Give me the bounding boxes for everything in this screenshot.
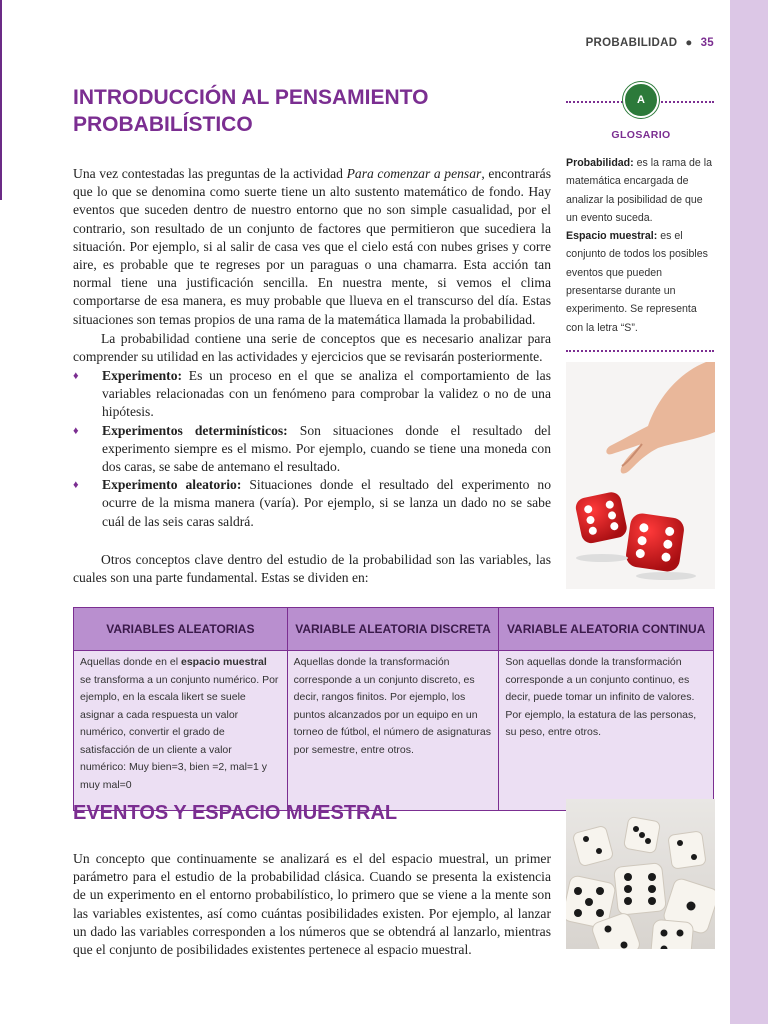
page-number: 35 <box>700 37 714 49</box>
hand-dice-illustration <box>566 362 715 589</box>
list-item <box>73 367 551 422</box>
variables-table <box>73 607 714 811</box>
cell-bold-term: espacio muestral <box>181 656 267 668</box>
activity-name: Para comenzar a pensar <box>346 166 482 181</box>
table-cell <box>74 651 288 811</box>
glossary-bottom-divider <box>566 350 714 352</box>
glossary-title: GLOSARIO <box>611 129 671 141</box>
table-cell: Son aquellas donde la transformación corresponde a un conjunto continuo, es decir, puede tomar un infinito de valores. Por ejemplo, la estatura de las personas, su peso, entre otros. <box>499 651 714 811</box>
glossary-term: Espacio muestral: <box>566 230 658 243</box>
section-title: EVENTOS Y ESPACIO MUESTRAL <box>73 802 398 824</box>
page-title: INTRODUCCIÓN AL PENSAMIENTO PROBABILÍSTICO <box>73 86 429 136</box>
bullet-text: Son situaciones donde el resultado del experimento siempre es el mismo. Por ejemplo, cuando se tiene una moneda con dos caras, se sabe de antemano el resultado. <box>102 422 551 475</box>
separator-dot: ● <box>685 37 693 49</box>
glossary-definition: es la rama de la matemática encargada de analizar la posibilidad de que un evento suceda. <box>566 157 713 224</box>
list-item <box>73 476 551 531</box>
table-header-row <box>74 608 714 651</box>
table-header-cell: VARIABLES ALEATORIAS <box>74 608 288 651</box>
section-name: PROBABILIDAD <box>585 37 678 49</box>
glossary-term: Probabilidad: <box>566 157 634 169</box>
sample-space-paragraph: Un concepto que continuamente se analizará es el del espacio muestral, un primer parámetro para el estudio de la probabilidad clásica. Cuando se presenta la existencia de un experimento en el entorno probabilístico, lo primero que se viene a la mente son las variables existentes, así como cuántas posibilidades existen. Por ejemplo, al lanzar un dado las variables corresponden a los números que se obtendrá al lanzarlo, mientras que el conjunto de posibilidades existentes pertenece al espacio muestral. <box>73 851 551 958</box>
running-header <box>586 37 714 49</box>
white-dice-pile-photo <box>566 799 715 949</box>
intro-paragraph-2: La probabilidad contiene una serie de conceptos que es necesario analizar para comprender su utilidad en las actividades y ejercicios que se revisarán posteriormente. <box>73 331 551 365</box>
intro-paragraph-1 <box>73 165 551 329</box>
glossary-definitions <box>566 154 714 337</box>
diamond-bullet-icon: ♦ <box>73 479 79 492</box>
bullet-text: Situaciones donde el resultado del experimento no ocurre de la misma manera (varía). Por ejemplo, si se lanza un dado no se sabe cuál de las seis caras saldrá. <box>102 477 551 529</box>
bullet-term: Experimentos determinísticos: <box>102 422 288 438</box>
diamond-bullet-icon: ♦ <box>73 370 79 382</box>
table-cell: Aquellas donde la transformación corresponde a un conjunto discreto, es decir, rangos finitos. Por ejemplo, los puntos alcanzados por un equipo en un torneo de fútbol, el número de asignaturas por semestre, entre otros. <box>287 651 499 811</box>
glossary-definition: es el conjunto de todos los posibles eventos que pueden presentarse durante un experimento. Se representa con la letra “S”. <box>566 230 708 334</box>
variables-intro-paragraph: Otros conceptos clave dentro del estudio de la probabilidad son las variables, las cuales son una parte fundamental. Estas se dividen en: <box>73 552 551 586</box>
table-header-cell: VARIABLE ALEATORIA DISCRETA <box>287 608 499 651</box>
intro-text-rest: , encontrarás que lo que se denomina como suerte tiene un alto sustento matemático de fondo. Hay eventos que suceden dentro de nuestro entorno que no son simple casualidad, por el contrario, son resultado de un conjunto de factores que permitieron que sucediera la situación. Por ejemplo, si al salir de casa ves que el cielo está con nubes grises y corre aire, es probable que te regreses por un paraguas o una chamarra. Esta acción tan normal tiene una justificación sencilla. En nuestra mente, si vemos el clima comportarse de esa manera, es muy probable que llueva en el transcurso del día. Estas situaciones son temas propios de una rama de la matemática llamada la probabilidad. <box>73 166 551 327</box>
intro-text-start: Una vez contestadas las preguntas de la actividad <box>73 166 347 181</box>
concept-list <box>73 367 551 531</box>
table-row <box>74 651 714 811</box>
left-accent-rule <box>0 0 2 200</box>
cell-text: se transforma a un conjunto numérico. Por ejemplo, en la escala likert se suele asignar a cada respuesta un valor numérico, convertir el grado de satisfacción de un cliente a valor numérico: Muy bien=3, bien =2, mal=1 y muy mal=0 <box>80 673 279 791</box>
diamond-bullet-icon: ♦ <box>73 424 79 437</box>
list-item <box>73 422 551 477</box>
side-color-strip <box>730 0 768 1024</box>
glossary-hands-icon: A <box>623 82 659 118</box>
bullet-term: Experimento aleatorio: <box>102 477 242 493</box>
cell-text: Aquellas donde en el <box>80 656 181 668</box>
white-dice-illustration <box>566 799 715 949</box>
bullet-term: Experimento: <box>102 368 183 383</box>
table-header-cell: VARIABLE ALEATORIA CONTINUA <box>499 608 714 651</box>
bullet-text: Es un proceso en el que se analiza el comportamiento de las variables relacionadas con un fenómeno para comprobar la validez o no de una hipótesis. <box>102 368 551 420</box>
hand-rolling-dice-photo <box>566 362 715 589</box>
